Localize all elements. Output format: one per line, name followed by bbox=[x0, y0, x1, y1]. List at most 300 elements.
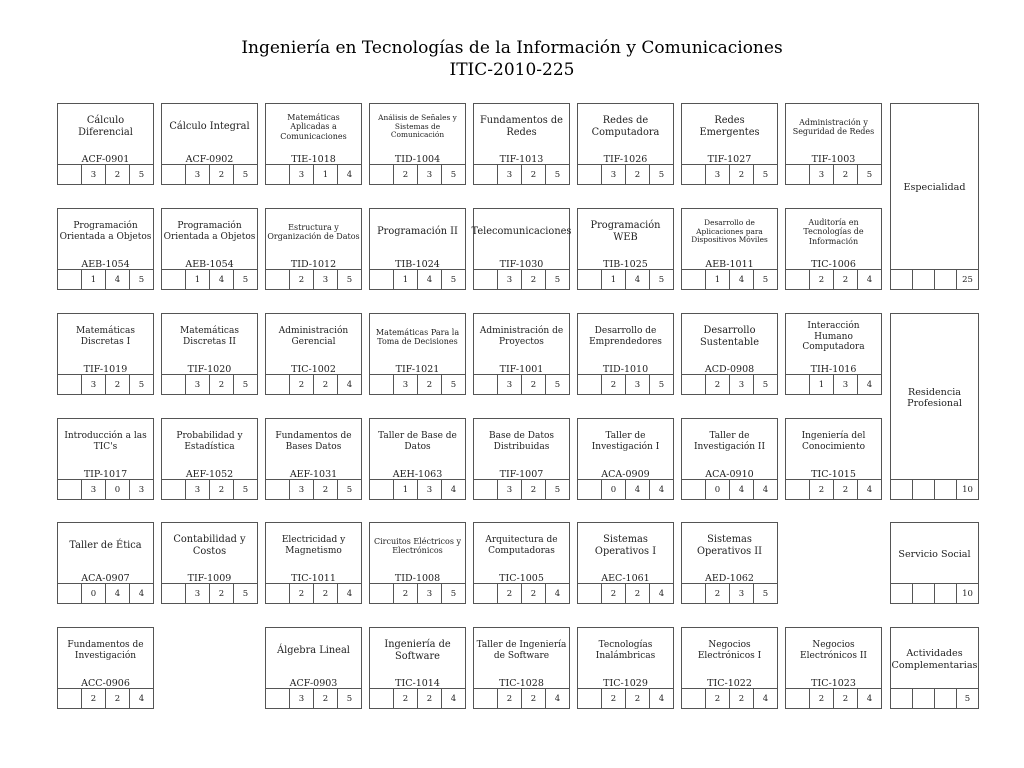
credit-cell bbox=[266, 689, 289, 708]
course-code: TIF-1027 bbox=[707, 154, 752, 165]
credit-cell: 2 bbox=[313, 584, 337, 603]
plan-code: ITIC-2010-225 bbox=[449, 60, 575, 80]
course-code: TIC-1002 bbox=[291, 364, 336, 375]
course-card bbox=[681, 627, 778, 709]
credit-cell bbox=[578, 165, 601, 184]
credit-cell: 25 bbox=[956, 270, 978, 289]
credit-cells bbox=[682, 479, 777, 499]
course-code: TID-1010 bbox=[602, 364, 649, 375]
credit-cell: 2 bbox=[209, 165, 233, 184]
credit-cell bbox=[162, 165, 185, 184]
course-name: Programación Orientada a Objetos bbox=[59, 221, 152, 242]
credit-cells bbox=[891, 479, 978, 499]
credit-cells bbox=[370, 164, 465, 184]
course-card bbox=[57, 418, 154, 500]
credit-cell: 5 bbox=[233, 270, 257, 289]
course-card bbox=[681, 208, 778, 290]
credit-cell bbox=[682, 375, 705, 394]
course-name: Desarrollo de Aplicaciones para Dispositivos Móviles bbox=[691, 217, 768, 245]
credit-cell: 4 bbox=[625, 480, 649, 499]
credit-cell: 3 bbox=[625, 375, 649, 394]
course-card bbox=[161, 208, 258, 290]
course-name: Análisis de Señales y Sistemas de Comunicación bbox=[378, 112, 457, 140]
course-card bbox=[681, 522, 778, 604]
credit-cell: 3 bbox=[833, 375, 857, 394]
credit-cell bbox=[474, 375, 497, 394]
course-card bbox=[265, 418, 362, 500]
credit-cell: 2 bbox=[521, 689, 545, 708]
course-code: TIF-1009 bbox=[187, 573, 232, 584]
course-card bbox=[161, 103, 258, 185]
credit-cell bbox=[786, 270, 809, 289]
credit-cell: 2 bbox=[289, 270, 313, 289]
course-name: Taller de Ética bbox=[69, 540, 142, 552]
credit-cell: 2 bbox=[705, 689, 729, 708]
credit-cell bbox=[912, 480, 934, 499]
credit-cell bbox=[370, 584, 393, 603]
credit-cell: 1 bbox=[185, 270, 209, 289]
credit-cell bbox=[682, 584, 705, 603]
credit-cell: 2 bbox=[521, 270, 545, 289]
course-name: Redes de Computadora bbox=[591, 115, 660, 138]
course-card bbox=[161, 522, 258, 604]
credit-cell bbox=[370, 270, 393, 289]
course-name: Base de Datos Distribuidas bbox=[489, 431, 554, 452]
course-code: ACF-0902 bbox=[185, 154, 234, 165]
credit-cell: 10 bbox=[956, 480, 978, 499]
course-code: TIB-1025 bbox=[603, 259, 648, 270]
course-name: Ingeniería del Conocimiento bbox=[801, 431, 866, 452]
credit-cells bbox=[578, 374, 673, 394]
block-card bbox=[890, 522, 979, 604]
course-card bbox=[577, 627, 674, 709]
block-card bbox=[890, 313, 979, 500]
course-code: TIC-1005 bbox=[499, 573, 544, 584]
credit-cell bbox=[162, 584, 185, 603]
credit-cell: 2 bbox=[209, 480, 233, 499]
course-name: Estructura y Organización de Datos bbox=[267, 222, 360, 241]
credit-cell: 2 bbox=[393, 165, 417, 184]
credit-cells bbox=[58, 164, 153, 184]
course-code: AEC-1061 bbox=[601, 573, 650, 584]
course-code: TIF-1013 bbox=[499, 154, 544, 165]
course-card bbox=[681, 418, 778, 500]
credit-cell: 2 bbox=[393, 584, 417, 603]
credit-cell bbox=[266, 584, 289, 603]
credit-cell: 2 bbox=[313, 375, 337, 394]
credit-cell bbox=[891, 270, 912, 289]
credit-cell: 3 bbox=[809, 165, 833, 184]
credit-cell bbox=[934, 270, 956, 289]
credit-cell bbox=[578, 584, 601, 603]
course-card bbox=[369, 418, 466, 500]
credit-cell bbox=[370, 165, 393, 184]
course-name: Matemáticas Discretas I bbox=[76, 326, 135, 347]
course-code: TIH-1016 bbox=[810, 364, 857, 375]
course-code: ACF-0901 bbox=[81, 154, 130, 165]
credit-cell: 4 bbox=[545, 689, 569, 708]
credit-cell: 5 bbox=[129, 375, 153, 394]
course-card bbox=[785, 313, 882, 395]
credit-cell bbox=[578, 270, 601, 289]
course-name: Matemáticas Aplicadas a Comunicaciones bbox=[280, 112, 347, 141]
course-card bbox=[57, 208, 154, 290]
credit-cell: 4 bbox=[545, 584, 569, 603]
credit-cell bbox=[474, 689, 497, 708]
credit-cell bbox=[912, 270, 934, 289]
credit-cell: 5 bbox=[337, 689, 361, 708]
credit-cell bbox=[578, 480, 601, 499]
credit-cell bbox=[934, 584, 956, 603]
credit-cell bbox=[786, 375, 809, 394]
credit-cell: 5 bbox=[337, 270, 361, 289]
credit-cells bbox=[578, 583, 673, 603]
course-code: TIC-1014 bbox=[395, 678, 440, 689]
credit-cell: 2 bbox=[105, 375, 129, 394]
block-card bbox=[890, 627, 979, 709]
course-name: Circuitos Eléctricos y Electrónicos bbox=[373, 536, 462, 555]
course-code: AEB-1054 bbox=[185, 259, 234, 270]
course-name: Sistemas Operativos II bbox=[696, 534, 762, 557]
credit-cell: 2 bbox=[833, 689, 857, 708]
credit-cell: 4 bbox=[337, 165, 361, 184]
credit-cell: 4 bbox=[729, 480, 753, 499]
course-card bbox=[785, 627, 882, 709]
credit-cell: 4 bbox=[729, 270, 753, 289]
credit-cell: 0 bbox=[105, 480, 129, 499]
credit-cell: 2 bbox=[601, 584, 625, 603]
course-code: ACC-0906 bbox=[81, 678, 130, 689]
course-code: TIE-1018 bbox=[291, 154, 336, 165]
credit-cell: 4 bbox=[209, 270, 233, 289]
credit-cells bbox=[370, 479, 465, 499]
credit-cell bbox=[912, 584, 934, 603]
course-name: Sistemas Operativos I bbox=[594, 534, 657, 557]
block-card bbox=[890, 103, 979, 290]
credit-cell: 5 bbox=[753, 270, 777, 289]
credit-cell: 5 bbox=[545, 375, 569, 394]
credit-cell: 4 bbox=[857, 270, 881, 289]
course-name: Programación Orientada a Objetos bbox=[163, 221, 256, 242]
course-name: Desarrollo Sustentable bbox=[699, 325, 760, 348]
credit-cell: 0 bbox=[601, 480, 625, 499]
course-name: Tecnologías Inalámbricas bbox=[595, 640, 656, 661]
credit-cell bbox=[58, 375, 81, 394]
course-code: TIF-1021 bbox=[395, 364, 440, 375]
credit-cell: 2 bbox=[521, 480, 545, 499]
credit-cell: 5 bbox=[337, 480, 361, 499]
course-card bbox=[57, 627, 154, 709]
course-code: TIC-1029 bbox=[603, 678, 648, 689]
credit-cell bbox=[58, 584, 81, 603]
credit-cell: 0 bbox=[81, 584, 105, 603]
course-name: Probabilidad y Estadística bbox=[176, 431, 243, 452]
credit-cell bbox=[370, 689, 393, 708]
credit-cell: 4 bbox=[625, 270, 649, 289]
credit-cell: 2 bbox=[833, 165, 857, 184]
course-name: Matemáticas Discretas II bbox=[180, 326, 239, 347]
course-name: Cálculo Diferencial bbox=[78, 115, 133, 138]
credit-cell: 5 bbox=[233, 165, 257, 184]
course-name: Programación WEB bbox=[590, 220, 661, 243]
credit-cells bbox=[58, 479, 153, 499]
credit-cells bbox=[474, 374, 569, 394]
credit-cell bbox=[934, 689, 956, 708]
credit-cell: 2 bbox=[809, 270, 833, 289]
credit-cell: 5 bbox=[441, 375, 465, 394]
credit-cell bbox=[891, 480, 912, 499]
credit-cell: 4 bbox=[441, 480, 465, 499]
credit-cell bbox=[578, 375, 601, 394]
course-card bbox=[473, 627, 570, 709]
course-code: TIF-1007 bbox=[499, 469, 544, 480]
credit-cell: 2 bbox=[705, 375, 729, 394]
course-code: TIC-1006 bbox=[811, 259, 856, 270]
credit-cell: 2 bbox=[625, 165, 649, 184]
course-name: Negocios Electrónicos I bbox=[697, 640, 762, 661]
credit-cells bbox=[162, 164, 257, 184]
course-name: Telecomunicaciones bbox=[471, 226, 572, 238]
credit-cell: 2 bbox=[729, 689, 753, 708]
credit-cell bbox=[58, 480, 81, 499]
credit-cell: 1 bbox=[393, 480, 417, 499]
credit-cell bbox=[266, 375, 289, 394]
credit-cell: 3 bbox=[729, 375, 753, 394]
credit-cell: 5 bbox=[441, 270, 465, 289]
course-name: Electricidad y Magnetismo bbox=[281, 535, 346, 556]
credit-cell: 4 bbox=[649, 480, 673, 499]
credit-cell: 0 bbox=[705, 480, 729, 499]
credit-cell bbox=[162, 375, 185, 394]
credit-cell bbox=[474, 270, 497, 289]
course-card bbox=[369, 208, 466, 290]
credit-cell: 10 bbox=[956, 584, 978, 603]
course-code: TIF-1020 bbox=[187, 364, 232, 375]
credit-cell: 1 bbox=[81, 270, 105, 289]
course-code: AEH-1063 bbox=[392, 469, 443, 480]
credit-cell: 2 bbox=[521, 375, 545, 394]
credit-cell: 3 bbox=[81, 480, 105, 499]
course-name: Redes Emergentes bbox=[699, 115, 760, 138]
credit-cell bbox=[891, 584, 912, 603]
credit-cells bbox=[58, 374, 153, 394]
credit-cell bbox=[58, 165, 81, 184]
course-code: AED-1062 bbox=[705, 573, 754, 584]
course-code: AEF-1052 bbox=[185, 469, 234, 480]
credit-cell bbox=[786, 689, 809, 708]
credit-cell: 3 bbox=[393, 375, 417, 394]
credit-cell: 2 bbox=[833, 480, 857, 499]
credit-cell bbox=[370, 375, 393, 394]
credit-cells bbox=[162, 269, 257, 289]
credit-cells bbox=[162, 374, 257, 394]
credit-cell: 2 bbox=[809, 689, 833, 708]
credit-cell: 5 bbox=[545, 165, 569, 184]
credit-cell: 3 bbox=[313, 270, 337, 289]
credit-cell: 2 bbox=[289, 584, 313, 603]
credit-cell bbox=[786, 480, 809, 499]
course-card bbox=[369, 522, 466, 604]
credit-cell: 5 bbox=[649, 165, 673, 184]
credit-cell: 2 bbox=[313, 480, 337, 499]
credit-cell: 2 bbox=[393, 689, 417, 708]
course-card bbox=[265, 103, 362, 185]
course-name: Administración de Proyectos bbox=[479, 326, 564, 347]
credit-cells bbox=[266, 583, 361, 603]
course-code: AEB-1054 bbox=[81, 259, 130, 270]
credit-cells bbox=[578, 479, 673, 499]
course-code: TID-1012 bbox=[290, 259, 337, 270]
credit-cell bbox=[162, 480, 185, 499]
course-card bbox=[265, 627, 362, 709]
course-name: Taller de Investigación I bbox=[591, 431, 660, 452]
course-card bbox=[577, 522, 674, 604]
course-name: Taller de Investigación II bbox=[693, 431, 766, 452]
course-card bbox=[785, 208, 882, 290]
credit-cell: 5 bbox=[129, 165, 153, 184]
credit-cells bbox=[474, 583, 569, 603]
credit-cells bbox=[786, 688, 881, 708]
credit-cell: 4 bbox=[129, 584, 153, 603]
credit-cell: 3 bbox=[417, 584, 441, 603]
course-code: TIF-1003 bbox=[811, 154, 856, 165]
credit-cells bbox=[266, 269, 361, 289]
credit-cell: 2 bbox=[209, 375, 233, 394]
credit-cell: 3 bbox=[185, 165, 209, 184]
credit-cell: 5 bbox=[649, 270, 673, 289]
course-name: Auditoría en Tecnologías de Información bbox=[803, 217, 864, 246]
credit-cell: 3 bbox=[497, 480, 521, 499]
course-card bbox=[473, 103, 570, 185]
credit-cell: 3 bbox=[601, 165, 625, 184]
credit-cells bbox=[786, 479, 881, 499]
block-name: Actividades Complementarias bbox=[891, 648, 978, 671]
credit-cell: 5 bbox=[753, 375, 777, 394]
credit-cell: 2 bbox=[289, 375, 313, 394]
credit-cell: 4 bbox=[857, 689, 881, 708]
credit-cell bbox=[682, 270, 705, 289]
course-code: TIC-1015 bbox=[811, 469, 856, 480]
course-card bbox=[473, 418, 570, 500]
credit-cell: 3 bbox=[81, 165, 105, 184]
credit-cell: 5 bbox=[233, 375, 257, 394]
course-name: Administración y Seguridad de Redes bbox=[792, 117, 875, 136]
credit-cell: 5 bbox=[441, 584, 465, 603]
course-card bbox=[265, 522, 362, 604]
credit-cells bbox=[266, 688, 361, 708]
credit-cell: 4 bbox=[337, 375, 361, 394]
course-name: Álgebra Lineal bbox=[277, 645, 350, 657]
credit-cell: 5 bbox=[233, 584, 257, 603]
credit-cell: 3 bbox=[289, 689, 313, 708]
credit-cell: 4 bbox=[649, 584, 673, 603]
course-name: Fundamentos de Bases Datos bbox=[275, 431, 352, 452]
credit-cell: 5 bbox=[857, 165, 881, 184]
credit-cell: 3 bbox=[185, 584, 209, 603]
credit-cell bbox=[162, 270, 185, 289]
credit-cell: 3 bbox=[185, 480, 209, 499]
credit-cell: 2 bbox=[417, 689, 441, 708]
course-code: TIF-1030 bbox=[499, 259, 544, 270]
credit-cell: 2 bbox=[209, 584, 233, 603]
credit-cell: 1 bbox=[601, 270, 625, 289]
block-name: Especialidad bbox=[903, 182, 966, 194]
credit-cell: 2 bbox=[625, 689, 649, 708]
credit-cells bbox=[474, 164, 569, 184]
credit-cell: 2 bbox=[497, 689, 521, 708]
credit-cell: 4 bbox=[105, 584, 129, 603]
credit-cells bbox=[162, 583, 257, 603]
course-name: Introducción a las TIC's bbox=[64, 431, 147, 452]
course-name: Fundamentos de Redes bbox=[480, 115, 563, 138]
credit-cell: 3 bbox=[289, 165, 313, 184]
course-name: Taller de Base de Datos bbox=[378, 431, 457, 452]
course-code: TIF-1026 bbox=[603, 154, 648, 165]
credit-cells bbox=[682, 269, 777, 289]
credit-cell: 4 bbox=[129, 689, 153, 708]
credit-cell bbox=[578, 689, 601, 708]
course-card bbox=[577, 313, 674, 395]
credit-cell: 4 bbox=[857, 480, 881, 499]
course-name: Cálculo Integral bbox=[169, 121, 250, 133]
credit-cell: 2 bbox=[417, 375, 441, 394]
credit-cells bbox=[266, 479, 361, 499]
course-card bbox=[57, 522, 154, 604]
course-code: TIC-1011 bbox=[291, 573, 336, 584]
course-name: Taller de Ingeniería de Software bbox=[476, 640, 567, 661]
course-card bbox=[369, 313, 466, 395]
credit-cell bbox=[891, 689, 912, 708]
credit-cell: 2 bbox=[601, 375, 625, 394]
credit-cell: 3 bbox=[129, 480, 153, 499]
credit-cell: 4 bbox=[105, 270, 129, 289]
credit-cell: 5 bbox=[233, 480, 257, 499]
credit-cells bbox=[474, 269, 569, 289]
course-code: ACA-0910 bbox=[705, 469, 754, 480]
credit-cell bbox=[474, 165, 497, 184]
credit-cells bbox=[474, 688, 569, 708]
course-card bbox=[265, 208, 362, 290]
credit-cells bbox=[891, 688, 978, 708]
course-name: Ingeniería de Software bbox=[384, 639, 451, 662]
credit-cell bbox=[912, 689, 934, 708]
credit-cell bbox=[370, 480, 393, 499]
credit-cell bbox=[934, 480, 956, 499]
credit-cell: 5 bbox=[545, 270, 569, 289]
credit-cell bbox=[682, 480, 705, 499]
course-code: TIC-1023 bbox=[811, 678, 856, 689]
course-code: ACF-0903 bbox=[289, 678, 338, 689]
credit-cells bbox=[58, 583, 153, 603]
credit-cells bbox=[891, 583, 978, 603]
credit-cells bbox=[578, 688, 673, 708]
course-name: Administración Gerencial bbox=[278, 326, 349, 347]
credit-cell: 3 bbox=[185, 375, 209, 394]
credit-cells bbox=[786, 269, 881, 289]
course-card bbox=[681, 103, 778, 185]
credit-cells bbox=[266, 374, 361, 394]
credit-cell: 2 bbox=[729, 165, 753, 184]
credit-cells bbox=[370, 269, 465, 289]
credit-cell bbox=[58, 689, 81, 708]
course-name: Desarrollo de Emprendedores bbox=[589, 326, 662, 347]
credit-cells bbox=[370, 688, 465, 708]
course-card bbox=[161, 313, 258, 395]
credit-cell: 2 bbox=[601, 689, 625, 708]
course-code: TIF-1019 bbox=[83, 364, 128, 375]
credit-cell: 2 bbox=[521, 165, 545, 184]
block-name: Residencia Profesional bbox=[907, 386, 962, 409]
